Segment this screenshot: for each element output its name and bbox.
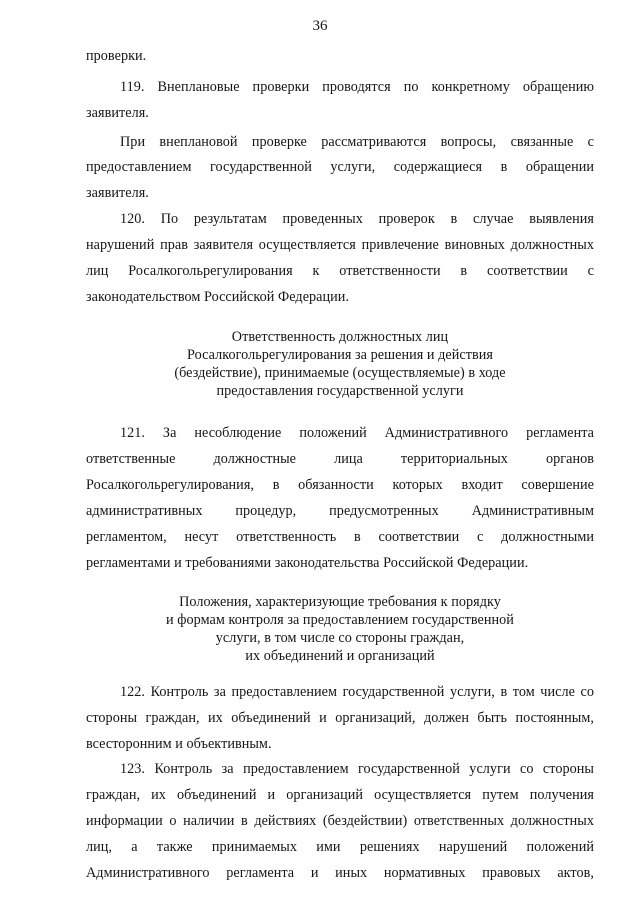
paragraph-line: При внеплановой проверке рассматриваются вопросы, связанные с [120, 134, 594, 150]
section-heading-line: услуги, в том числе со стороны граждан, [215, 630, 465, 646]
page-number: 36 [312, 18, 328, 34]
paragraph-line: регламентами и требованиями законодательства Российской Федерации. [86, 555, 529, 571]
paragraph-line: 122. Контроль за предоставлением государственной услуги, в том числе со [120, 684, 594, 700]
paragraph-line: лиц, а также принимаемых ими решениях нарушений положений [86, 839, 594, 855]
section-heading-line: Ответственность должностных лиц [231, 329, 449, 345]
paragraph-line: 123. Контроль за предоставлением государственной услуги со стороны [120, 761, 594, 777]
paragraph-line: предоставлением государственной услуги, содержащиеся в обращении [86, 159, 594, 175]
paragraph-line: 119. Внеплановые проверки проводятся по конкретному обращению [120, 79, 594, 95]
section-heading-line: их объединений и организаций [245, 648, 435, 664]
paragraph-line: 121. За несоблюдение положений Административного регламента [120, 425, 594, 441]
paragraph-line: ответственные должностные лица территориальных органов [86, 451, 594, 467]
paragraph-line: заявителя. [86, 185, 149, 201]
paragraph-line: информации о наличии в действиях (бездействии) ответственных должностных [86, 813, 594, 829]
paragraph-line: нарушений прав заявителя осуществляется привлечение виновных должностных [86, 237, 594, 253]
section-heading-line: Росалкогольрегулирования за решения и действия [187, 347, 493, 363]
paragraph-line: граждан, их объединений и организаций осуществляется путем получения [86, 787, 594, 803]
section-heading-line: и формам контроля за предоставлением государственной [166, 612, 514, 628]
text-line: проверки. [86, 48, 147, 64]
paragraph-line: лиц Росалкогольрегулирования к ответственности в соответствии с [86, 263, 594, 279]
paragraph-line: 120. По результатам проведенных проверок в случае выявления [120, 211, 594, 227]
paragraph-line: Росалкогольрегулирования, в обязанности которых входит совершение [86, 477, 594, 493]
section-heading-line: Положения, характеризующие требования к порядку [179, 594, 501, 610]
paragraph-line: всесторонним и объективным. [86, 736, 272, 752]
section-heading-line: (бездействие), принимаемые (осуществляемые) в ходе [174, 365, 506, 381]
paragraph-line: законодательством Российской Федерации. [86, 289, 350, 305]
paragraph-line: административных процедур, предусмотренных Административным [86, 503, 594, 519]
paragraph-line: регламентом, несут ответственность в соответствии с должностными [86, 529, 594, 545]
paragraph-line: Административного регламента и иных нормативных правовых актов, [86, 865, 594, 881]
section-heading-line: предоставления государственной услуги [216, 383, 464, 399]
paragraph-line: стороны граждан, их объединений и организаций, должен быть постоянным, [86, 710, 594, 726]
paragraph-line: заявителя. [86, 105, 149, 121]
